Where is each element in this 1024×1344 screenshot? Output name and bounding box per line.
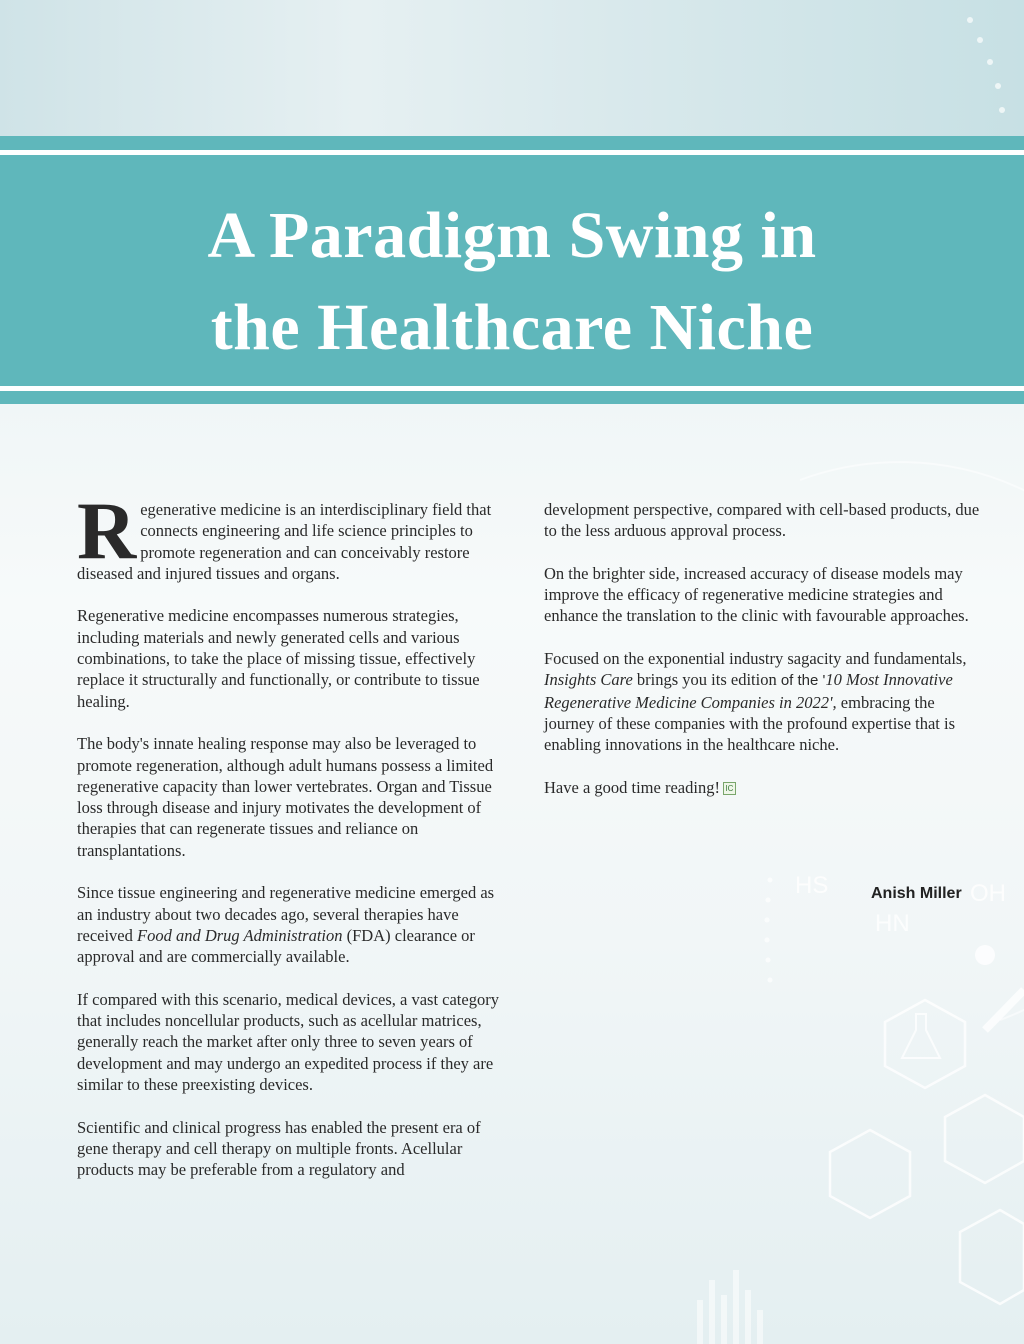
edition-title: 10 Most Innovative Regenerative Medicine Companies in 2022',: [544, 670, 953, 712]
paragraph-4: [77, 882, 509, 967]
left-column: [77, 485, 509, 1202]
paragraph-3: The body's innate healing response may also be leveraged to promote regeneration, although adult humans possess a limited regenerative capacity than lower vertebrates. Organ and Tissue loss through disease and injury motivates the development of therapies that can regenerate tissues and reliance on transplantations.: [77, 734, 494, 860]
paragraph-10: [544, 777, 984, 798]
fda-emphasis: Food and Drug Administration: [137, 925, 343, 945]
hexagon-icon: [830, 1130, 910, 1218]
paragraph-9-sans-text: of the ': [780, 672, 826, 690]
banner-bottom-stripe: [0, 386, 1024, 391]
paragraph-6: Scientific and clinical progress has enabled the present era of gene therapy and cell therapy on multiple fronts. Acellular products may be preferable from a regulatory and: [77, 1117, 481, 1180]
author-name: Anish Miller: [871, 885, 962, 902]
title-line-2: the Healthcare Niche: [210, 290, 814, 364]
chem-label-hn: HN: [875, 910, 910, 937]
chem-label-oh: OH: [970, 880, 1006, 907]
paragraph-1-text: egenerative medicine is an interdisciplinary field that connects engineering and life science principles to promote regeneration and can conceivably restore diseased and injured tissues and organs.: [77, 500, 492, 583]
paragraph-9-text-end: embracing the journey of these companies with the profound expertise that is enabling innovations in the healthcare niche.: [544, 692, 956, 755]
chem-label-hs: HS: [795, 872, 829, 899]
paragraph-4-text: Since tissue engineering and regenerative medicine emerged as an industry about two decades ago, several therapies have received: [77, 883, 495, 945]
paragraph-9-text: Focused on the exponential industry sagacity and fundamentals,: [544, 649, 967, 669]
paragraph-1: [77, 485, 509, 584]
magazine-name: Insights Care: [544, 670, 633, 690]
hexagon-icon: [945, 1095, 1024, 1183]
paragraph-5: If compared with this scenario, medical devices, a vast category that includes noncellular products, such as acellular matrices, generally reach the market after only three to seven years of development and may undergo an expedited process if they are similar to these preexisting devices.: [77, 989, 499, 1095]
title-banner: [0, 136, 1024, 404]
insights-care-logo-icon: IC: [723, 782, 736, 795]
paragraph-4-text-end: (FDA) clearance or approval and are commercially available.: [77, 925, 475, 967]
paragraph-2: Regenerative medicine encompasses numerous strategies, including materials and newly generated cells and various combinations, to take the place of missing tissue, effectively replace it structurally and functionally, or contribute to tissue healing.: [77, 606, 480, 711]
paragraph-9: [544, 648, 984, 755]
banner-top-stripe: [0, 150, 1024, 155]
flask-icon: [902, 1014, 940, 1058]
hexagon-icon: [960, 1210, 1024, 1304]
paragraph-7: development perspective, compared with cell-based products, due to the less arduous approval process.: [544, 500, 980, 541]
closing-text: Have a good time reading!: [544, 777, 720, 797]
title-line-1: A Paradigm Swing in: [207, 199, 817, 272]
right-column: [544, 499, 984, 819]
paragraph-9-text-mid: brings you its edition: [632, 670, 781, 690]
paragraph-8: On the brighter side, increased accuracy of disease models may improve the efficacy of regenerative medicine strategies and enhance the translation to the clinic with favourable approaches.: [544, 563, 969, 626]
drop-cap: R: [77, 485, 137, 576]
page-title: [0, 190, 1024, 373]
